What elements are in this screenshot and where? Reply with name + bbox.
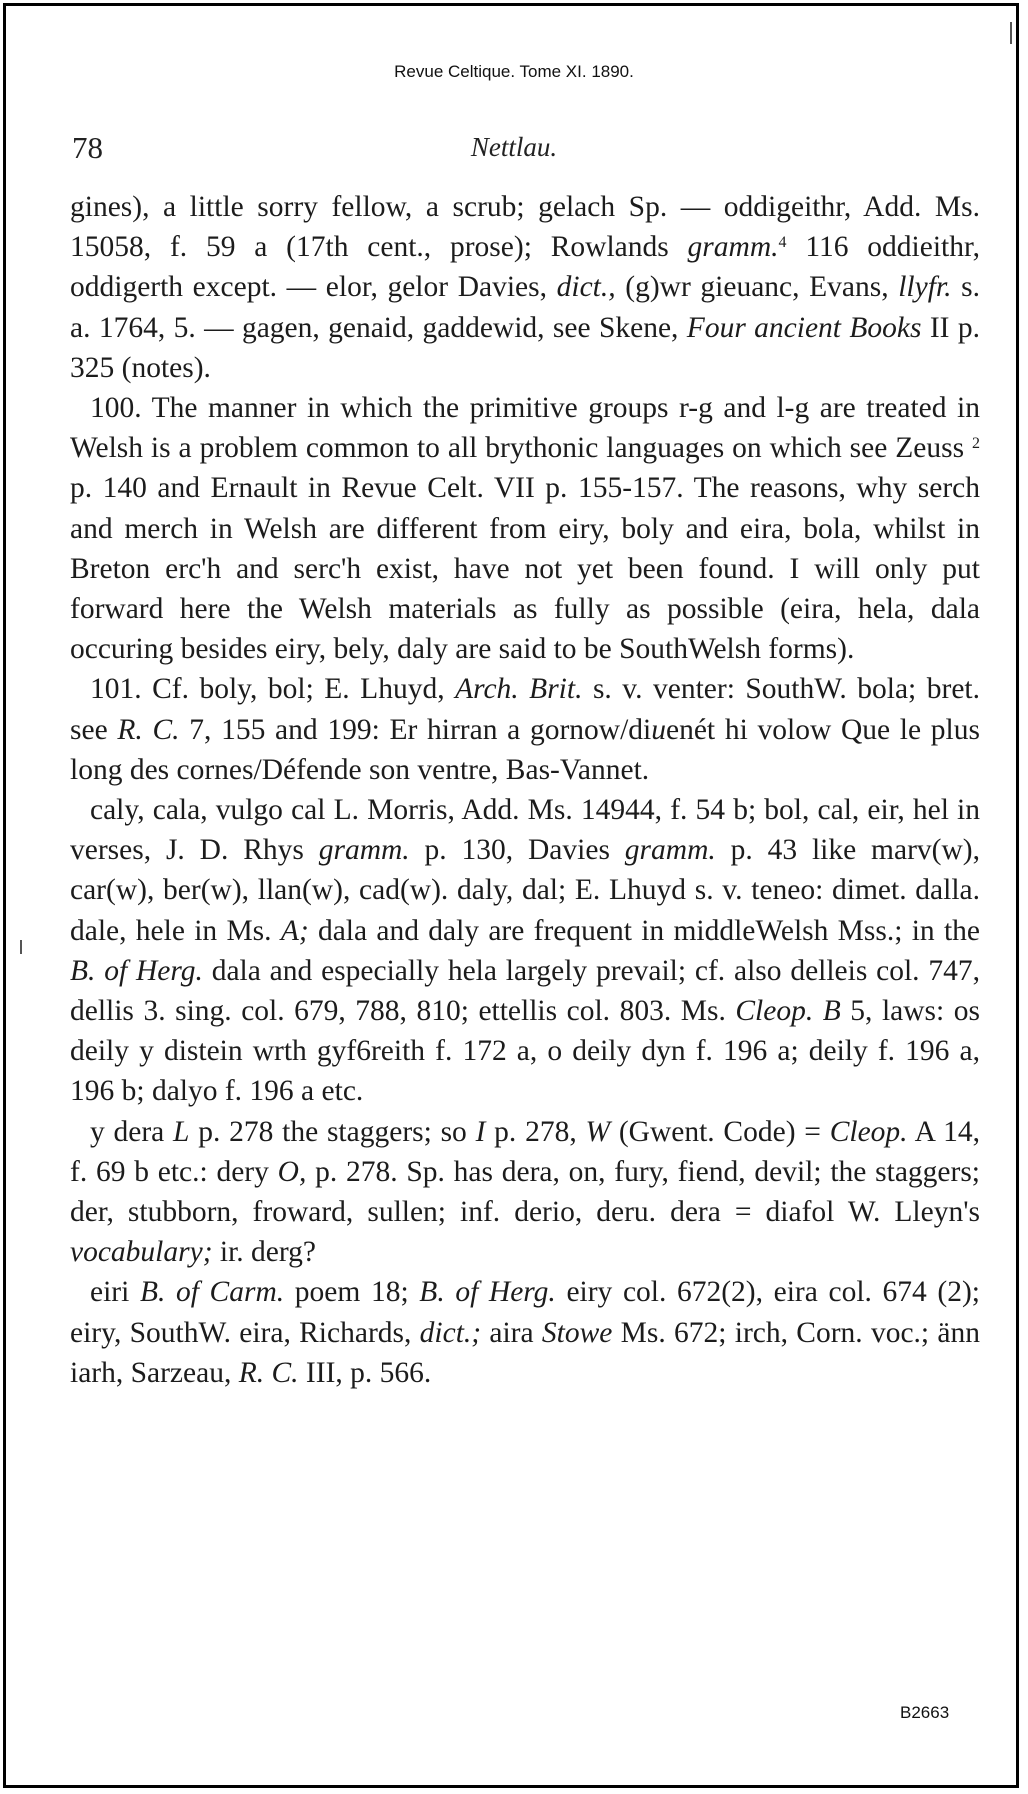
running-head: Nettlau. xyxy=(470,132,558,162)
paragraph-caly: caly, cala, vulgo cal L. Morris, Add. Ms. 14944, f. 54 b; bol, cal, eir, hel in verses, J. D. Rhys gramm. p. 130, Davies gramm. p. 43 like marv(w), car(w), ber(w), llan(w), cad(w). daly, dal; E. Lhuyd s. v. teneo: dimet. dalla. dale, hele in Ms. A; dala and daly are frequent in middleWelsh Mss.; in the B. of Herg. dala and especially hela largely prevail; cf. also delleis col. 747, dellis 3. sing. col. 679, 788, 810; ettellis col. 803. Ms. Cleop. B 5, laws: os deily y distein wrth gyf6reith f. 172 a, o deily dyn f. 196 a; deily f. 196 a, 196 b; dalyo f. 196 a etc. xyxy=(70,794,980,1108)
scan-mark xyxy=(1010,22,1012,44)
paragraph-eiri: eiri B. of Carm. poem 18; B. of Herg. eiry col. 672(2), eira col. 674 (2); eiry, SouthW. eira, Richards, dict.; aira Stowe Ms. 672; irch, Corn. voc.; änn iarh, Sarzeau, R. C. III, p. 566. xyxy=(70,1276,981,1389)
page-number: 78 xyxy=(72,130,103,165)
document-code: B2663 xyxy=(900,1703,950,1722)
paragraph-101: 101. Cf. boly, bol; E. Lhuyd, Arch. Brit. s. v. venter: SouthW. bola; bret. see R. C. 7, 155 and 199: Er hirran a gornow/diuenét hi volow Que le plus long des cornes/Défende son ventre, Bas-Vannet. xyxy=(70,673,980,786)
paragraph-dera: y dera L p. 278 the staggers; so I p. 278, W (Gwent. Code) = Cleop. A 14, f. 69 b etc.: dery O, p. 278. Sp. has dera, on, fury, fiend, devil; the staggers; der, stubborn, froward, sullen; inf. derio, deru. dera = diafol W. Lleyn's vocabulary; ir. derg? xyxy=(70,1115,981,1269)
paragraph-100: 100. The manner in which the primitive groups r-g and l-g are treated in Welsh is a problem common to all brythonic languages on which see Zeuss $^2$ p. 140 and Ernault in Revue Celt. VII p. 155-157. The reasons, why serch and merch in Welsh are different from eiry, boly and eira, bola, whilst in Breton erc'h and serc'h exist, have not yet been found. I will only put forward here the Welsh materials as fully as possible (eira, hela, dala occuring besides eiry, bely, daly are said to be SouthWelsh forms). xyxy=(70,392,980,666)
paragraph-1: gines), a little sorry fellow, a scrub; gelach Sp. — oddigeithr, Add. Ms. 15058, f. 59 a (17th cent., prose); Rowlands gramm.$^4$ 116 oddieithr, oddigerth except. — elor, gelor Davies, dict., (g)wr gieuanc, Evans, llyfr. s. a. 1764, 5. — gagen, genaid, gaddewid, see Skene, Four ancient Books II p. 325 (notes). xyxy=(70,191,980,384)
source-citation: Revue Celtique. Tome XI. 1890. xyxy=(394,62,634,81)
page-body xyxy=(70,187,980,1393)
scan-mark xyxy=(20,940,22,954)
